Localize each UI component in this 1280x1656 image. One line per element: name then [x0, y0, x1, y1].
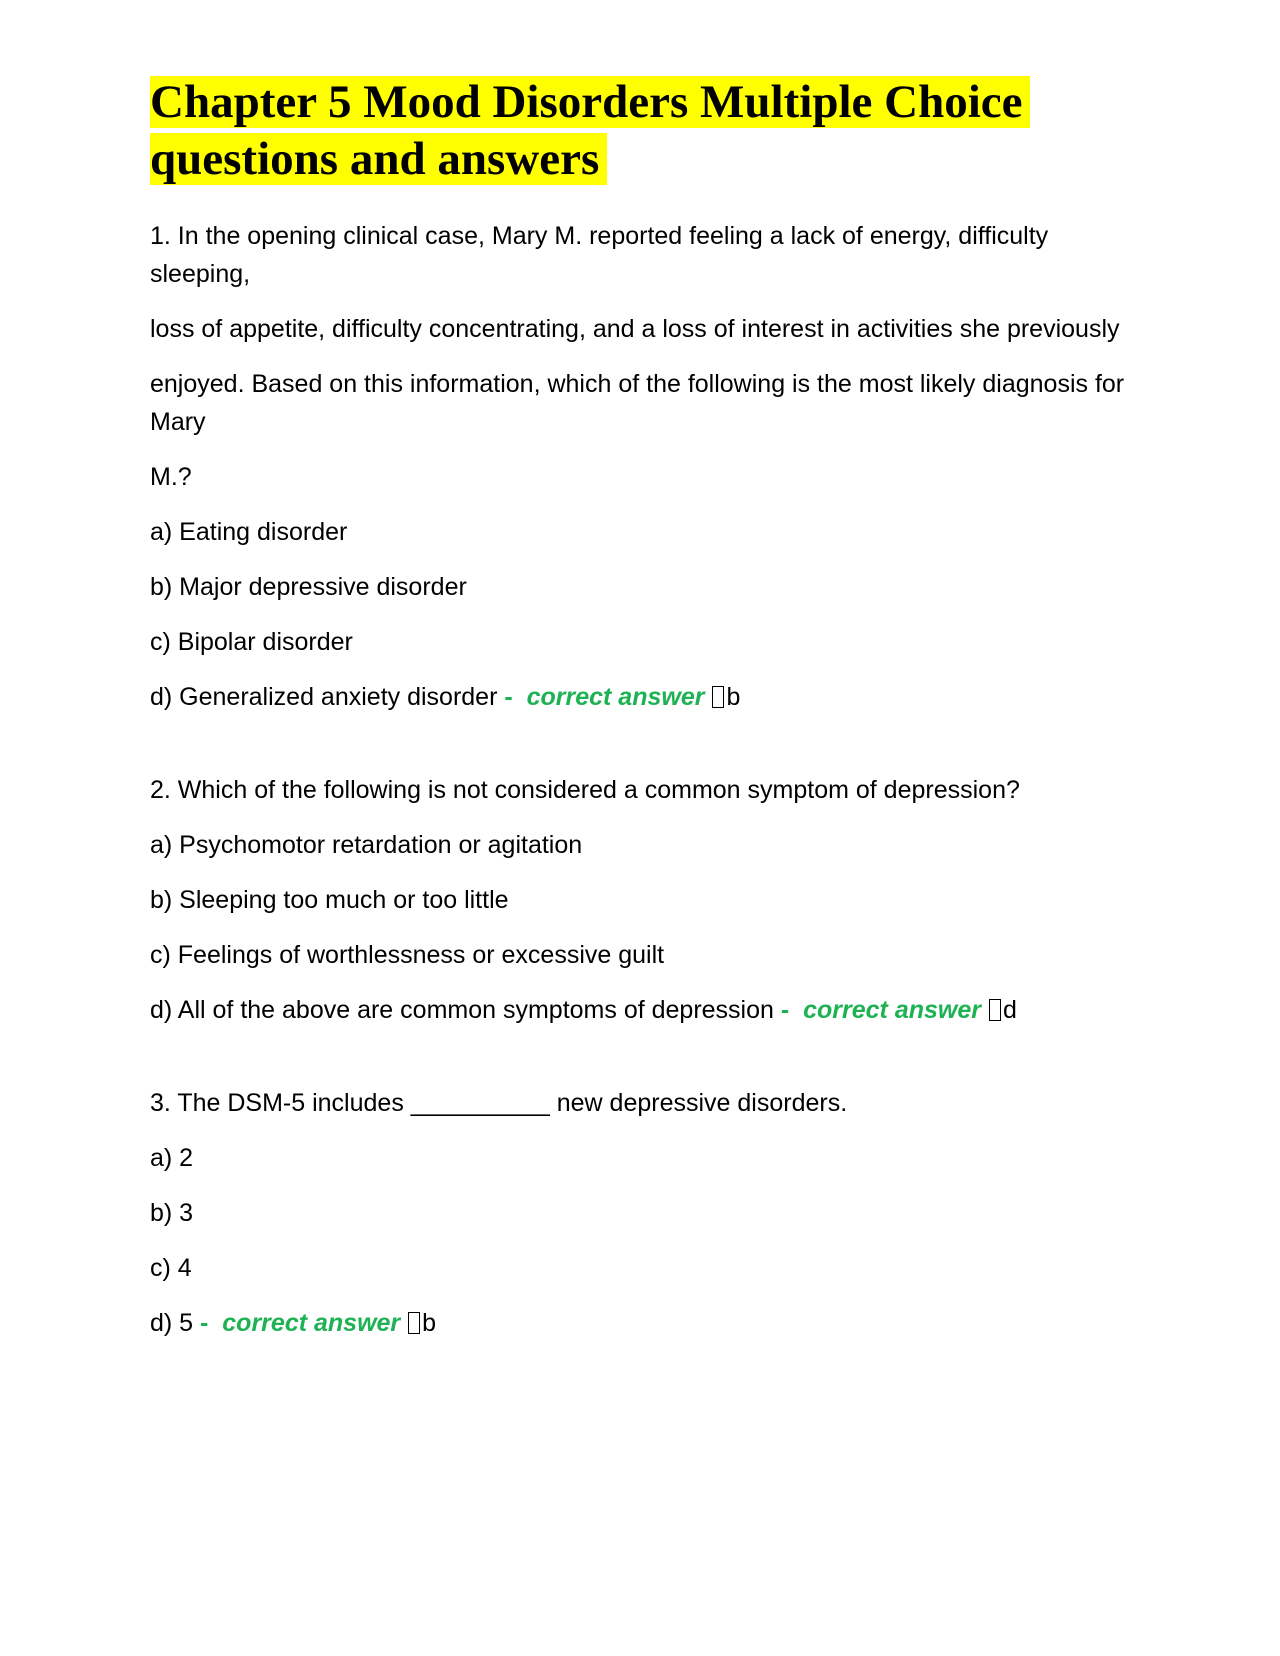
question-text-line: 2. Which of the following is not considered a common symptom of depression? [150, 776, 1020, 804]
answer-separator: - [504, 683, 513, 711]
option-b: b) 3 [150, 1199, 194, 1227]
missing-glyph-icon [712, 686, 724, 708]
option-a: a) 2 [150, 1144, 194, 1172]
option-d-with-answer [150, 991, 1140, 1029]
question-text-line: 1. In the opening clinical case, Mary M. reported feeling a lack of energy, difficulty sleeping, [150, 222, 1049, 288]
question-text-line: M.? [150, 463, 192, 491]
question-block-3 [150, 1084, 1140, 1342]
answer-separator: - [780, 996, 790, 1024]
option-d: d) 5 [150, 1309, 194, 1337]
correct-answer-value: b [422, 1309, 437, 1337]
question-block-1 [150, 217, 1140, 716]
option-a: a) Psychomotor retardation or agitation [150, 831, 583, 859]
option-b: b) Major depressive disorder [150, 573, 467, 601]
question-text-line: loss of appetite, difficulty concentrating, and a loss of interest in activities she previously [150, 315, 1120, 343]
correct-answer-label: correct answer [803, 996, 981, 1024]
question-block-2 [150, 771, 1140, 1029]
document-body [150, 217, 1140, 1342]
question-text-line: enjoyed. Based on this information, which of the following is the most likely diagnosis for Mary [150, 370, 1125, 436]
correct-answer-value: b [726, 683, 741, 711]
missing-glyph-icon [989, 999, 1001, 1021]
option-d-with-answer [150, 1304, 1140, 1342]
page-title [150, 74, 1150, 188]
correct-answer-label: correct answer [222, 1309, 401, 1337]
missing-glyph-icon [408, 1312, 420, 1334]
option-d: d) All of the above are common symptoms of depression [150, 996, 774, 1024]
answer-separator: - [200, 1309, 209, 1337]
title-block [150, 74, 1150, 188]
option-c: c) Bipolar disorder [150, 628, 353, 656]
option-a: a) Eating disorder [150, 518, 348, 546]
option-c: c) 4 [150, 1254, 192, 1282]
option-c: c) Feelings of worthlessness or excessive guilt [150, 941, 665, 969]
option-b: b) Sleeping too much or too little [150, 886, 509, 914]
option-d-with-answer [150, 678, 1140, 716]
highlighted-title-text: Chapter 5 Mood Disorders Multiple Choice questions and answers [150, 76, 1030, 185]
option-d: d) Generalized anxiety disorder [150, 683, 498, 711]
correct-answer-label: correct answer [526, 683, 705, 711]
question-text-line: 3. The DSM-5 includes __________ new depressive disorders. [150, 1089, 848, 1117]
correct-answer-value: d [1002, 996, 1017, 1024]
